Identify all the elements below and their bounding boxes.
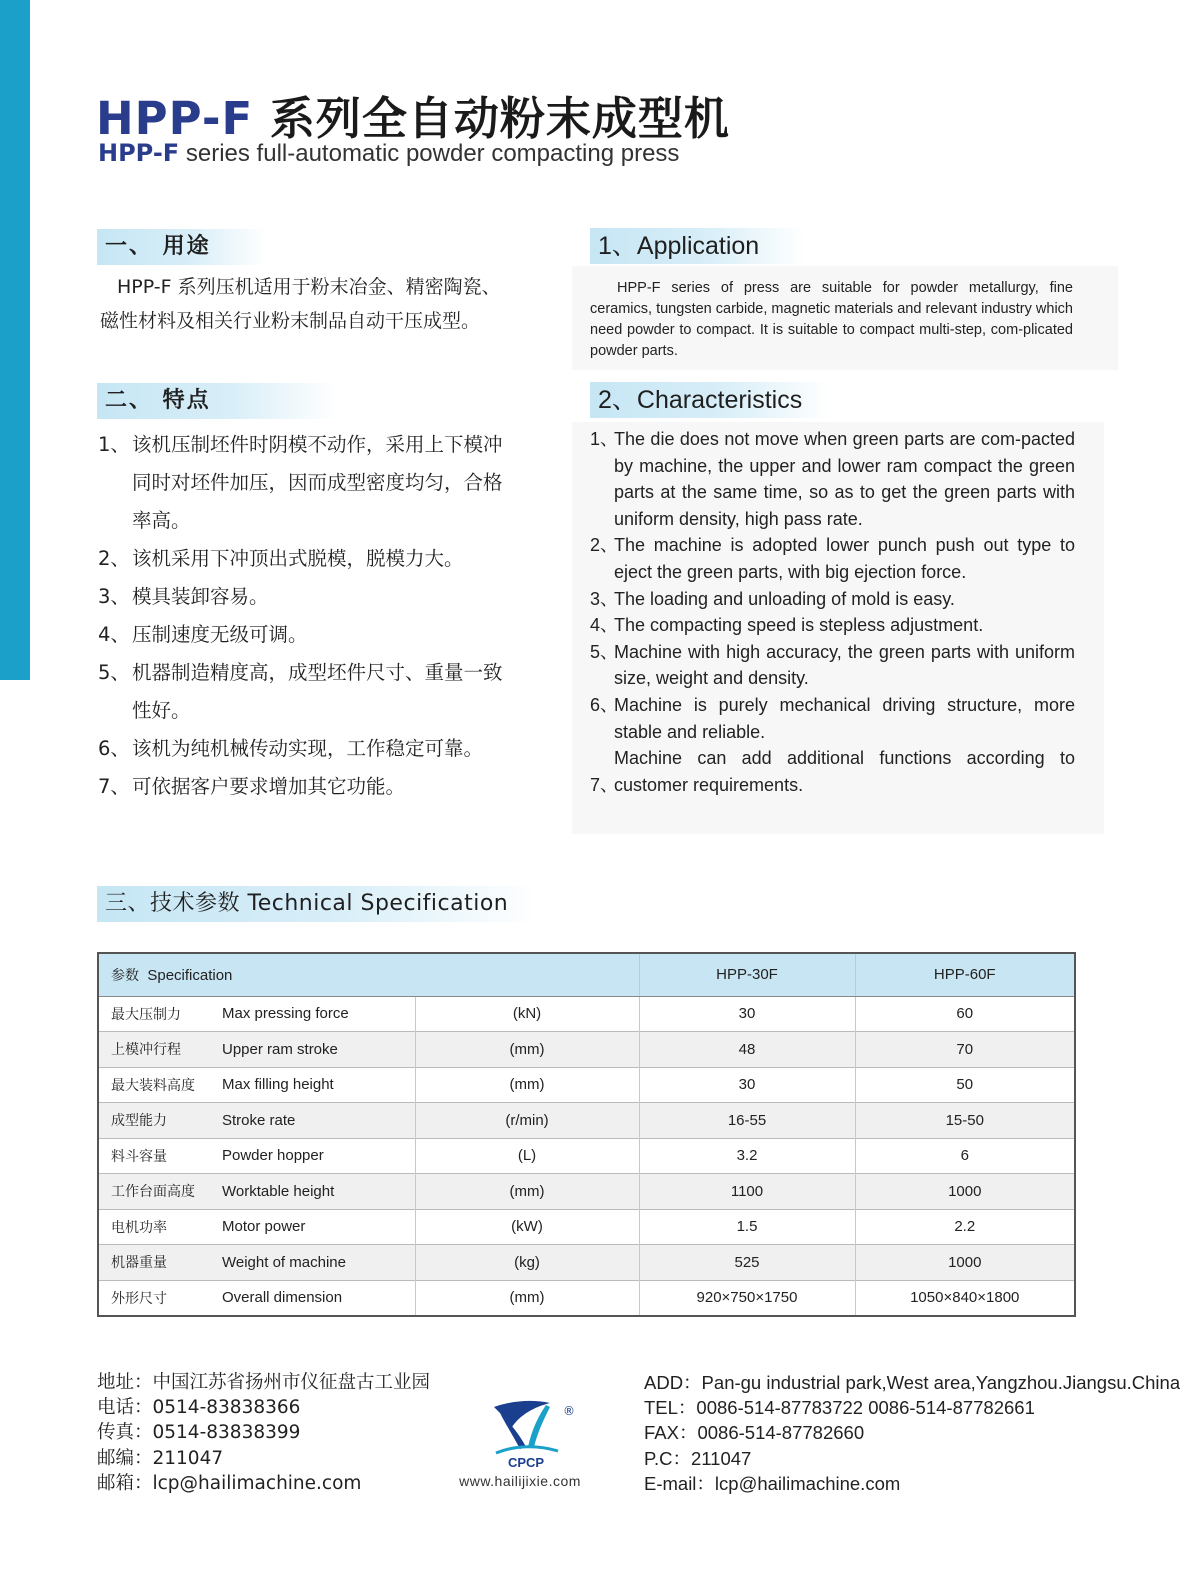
email-en[interactable]: E-mail：lcp@hailimachine.com <box>644 1472 901 1494</box>
spec-param-header: 参数 Specification <box>98 953 639 996</box>
table-cell: (kN) <box>415 996 639 1032</box>
table-cell: 50 <box>855 1067 1075 1103</box>
table-cell: (mm) <box>415 1067 639 1103</box>
table-cell: Worktable height <box>222 1182 335 1200</box>
table-cell: Powder hopper <box>222 1147 324 1165</box>
table-cell: 70 <box>855 1032 1075 1068</box>
website-link[interactable]: www.hailijixie.com <box>459 1473 581 1489</box>
table-cell: 成型能力 <box>111 1113 167 1130</box>
table-row <box>98 1032 1075 1068</box>
email-cn[interactable]: 邮箱：lcp@hailimachine.com <box>97 1472 362 1494</box>
table-row <box>98 1103 1075 1139</box>
section-heading-application: 1、Application <box>590 228 805 264</box>
section-heading-features: 二、 特点 <box>97 383 337 419</box>
section-heading-characteristics: 2、Characteristics <box>590 382 830 418</box>
table-cell: 15-50 <box>855 1103 1075 1139</box>
table-cell: 料斗容量 <box>111 1148 167 1165</box>
model-header-1: HPP-30F <box>639 953 855 996</box>
list-item: 2、 该机采用下冲顶出式脱模，脱模力大。 <box>98 547 464 570</box>
list-item: 1、 The die does not move when green parts are com-pacted by machine, the upper and lower ram compact the green parts at the same time, so as to get the green parts with uniform density, high pass rate. <box>590 429 1075 529</box>
table-cell: 最大装料高度 <box>111 1077 195 1094</box>
contact-info-cn <box>97 1370 430 1496</box>
model-header-2: HPP-60F <box>855 953 1075 996</box>
table-cell: Max pressing force <box>222 1005 349 1023</box>
table-cell: 2.2 <box>855 1209 1075 1245</box>
list-item: 1、 该机压制坯件时阴模不动作，采用上下模冲同时对坯件加压，因而成型密度均匀，合格率高。 <box>98 433 503 532</box>
application-text-en: HPP-F series of press are suitable for powder metallurgy, fine ceramics, tungsten carbide, magnetic materials and relevant industry which need powder to compact. It is suitable to compact multi-step, com-plicated powder parts. <box>590 280 1073 359</box>
section-heading-usage: 一、 用途 <box>97 229 267 265</box>
table-row <box>98 1245 1075 1281</box>
fax-en: FAX：0086-514-87782660 <box>644 1422 865 1444</box>
table-cell: 3.2 <box>639 1138 855 1174</box>
company-logo <box>476 1393 576 1473</box>
table-cell: (kg) <box>415 1245 639 1281</box>
table-row <box>98 1067 1075 1103</box>
table-cell: Max filling height <box>222 1076 334 1094</box>
spec-table <box>97 952 1076 1317</box>
table-cell: (mm) <box>415 1032 639 1068</box>
list-item: 3、 The loading and unloading of mold is easy. <box>590 588 955 609</box>
phone-en: TEL：0086-514-87783722 0086-514-87782661 <box>644 1397 1035 1419</box>
registered-mark: ® <box>563 1404 575 1418</box>
table-cell: (mm) <box>415 1174 639 1210</box>
list-item: 7、 可依据客户要求增加其它功能。 <box>98 775 406 798</box>
postcode-en: P.C：211047 <box>644 1447 752 1469</box>
list-item: 7、 Machine can add additional functions according to customer requirements. <box>590 748 1075 795</box>
table-cell: 工作台面高度 <box>111 1184 195 1201</box>
list-item: 4、 The compacting speed is stepless adjustment. <box>590 615 984 636</box>
list-item: 2、 The machine is adopted lower punch push out type to eject the green parts, with big ejection force. <box>590 535 1075 582</box>
table-cell: Stroke rate <box>222 1111 296 1129</box>
postcode-cn: 邮编：211047 <box>97 1447 224 1469</box>
phone-cn: 电话：0514-83838366 <box>97 1397 301 1419</box>
table-cell: 16-55 <box>639 1103 855 1139</box>
table-cell: Overall dimension <box>222 1289 343 1306</box>
table-cell: (kW) <box>415 1209 639 1245</box>
table-cell: 6 <box>855 1138 1075 1174</box>
logo-text: CPCP <box>507 1455 545 1470</box>
features-list-cn <box>98 426 518 806</box>
list-item: 4、 压制速度无级可调。 <box>98 623 308 646</box>
table-cell: 机器重量 <box>111 1255 167 1272</box>
side-accent-bar <box>0 0 30 680</box>
table-cell: 30 <box>639 996 855 1032</box>
table-cell: 1100 <box>639 1174 855 1210</box>
table-cell: 1050×840×1800 <box>855 1280 1075 1316</box>
address-en: ADD：Pan-gu industrial park,West area,Yangzhou.Jiangsu.China <box>644 1372 1180 1393</box>
list-item: 5、 Machine with high accuracy, the green parts with uniform size, weight and density. <box>590 641 1075 689</box>
table-cell: (L) <box>415 1138 639 1174</box>
section-heading-spec: 三、技术参数 Technical Specification <box>97 886 537 922</box>
table-cell: Upper ram stroke <box>222 1040 338 1058</box>
table-cell: 外形尺寸 <box>111 1290 167 1307</box>
table-row <box>98 1174 1075 1210</box>
page-title-cn: HPP-F 系列全自动粉末成型机 <box>96 92 730 145</box>
list-item: 3、 模具装卸容易。 <box>98 585 269 608</box>
table-cell: 525 <box>639 1245 855 1281</box>
characteristics-list-en <box>590 426 1075 798</box>
table-row <box>98 1280 1075 1316</box>
table-cell: 电机功率 <box>111 1219 167 1236</box>
table-cell: 最大压制力 <box>111 1006 181 1023</box>
logo-wave <box>496 1447 558 1453</box>
page-title-en: HPP-F series full-automatic powder compacting press <box>98 139 680 167</box>
table-cell: 上模冲行程 <box>111 1042 181 1059</box>
table-row <box>98 1209 1075 1245</box>
table-cell: Motor power <box>222 1218 306 1236</box>
table-cell: 920×750×1750 <box>639 1280 855 1316</box>
contact-info-en <box>644 1370 1180 1496</box>
list-item: 5、 机器制造精度高，成型坯件尺寸、重量一致性好。 <box>98 661 503 722</box>
table-cell: 60 <box>855 996 1075 1032</box>
table-row <box>98 996 1075 1032</box>
list-item: 6、 该机为纯机械传动实现，工作稳定可靠。 <box>98 737 484 760</box>
address-cn: 地址：中国江苏省扬州市仪征盘古工业园 <box>97 1372 431 1393</box>
table-cell: 48 <box>639 1032 855 1068</box>
table-cell: (mm) <box>415 1280 639 1316</box>
table-row <box>98 1138 1075 1174</box>
table-header-row <box>98 953 1075 996</box>
table-cell: Weight of machine <box>222 1253 346 1271</box>
list-item: 6、 Machine is purely mechanical driving structure, more stable and reliable. <box>590 694 1075 742</box>
table-cell: 1.5 <box>639 1209 855 1245</box>
table-cell: (r/min) <box>415 1103 639 1139</box>
logo-sail-right <box>528 1405 550 1447</box>
table-cell: 1000 <box>855 1174 1075 1210</box>
table-cell: 1000 <box>855 1245 1075 1281</box>
table-cell: 30 <box>639 1067 855 1103</box>
usage-text-cn: HPP-F 系列压机适用于粉末冶金、精密陶瓷、磁性材料及相关行业粉末制品自动干压成型。 <box>100 276 501 332</box>
fax-cn: 传真：0514-83838399 <box>97 1422 301 1444</box>
